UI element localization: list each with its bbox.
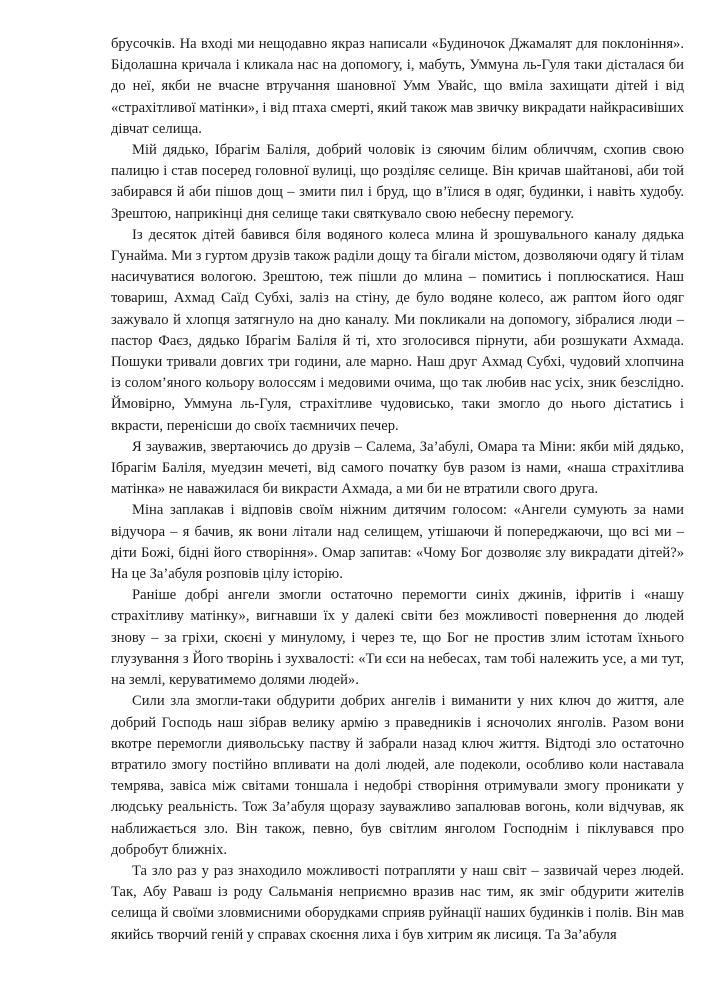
paragraph-2: Мій дядько, Ібрагім Баліля, добрий чоловік із сяючим білим обличчям, схопив свою палицю і став посеред головної вулиці, що розділяє селище. Він кричав шайтанові, аби той забирався й аби пішов дощ – змити пил і бруд, що в’їлися в одяг, будинки, і навіть худобу. Зрештою, наприкінці дня селище таки святкувало свою небесну перемогу. — [111, 142, 684, 222]
paragraph-1: брусочків. На вході ми нещодавно якраз написали «Будиночок Джамалят для поклоніння». Бідолашна кричала і кликала нас на допомогу, і, мабуть, Уммуна ль-Гуля таки дісталася би до неї, якби не вчасне втручання шановної Умм Увайс, що вміла захищати дітей і від «страхітливої матінки», і від птаха смерті, який також мав звичку викрадати найкрасивіших дівчат селища. — [111, 36, 684, 137]
paragraph-8: Та зло раз у раз знаходило можливості потрапляти у наш світ – зазвичай через людей. Так, Абу Раваш із роду Сальманія неприємно вразив нас тим, як зміг обдурити жителів селища й своїми зловмисними оборудками сприяв руйнації наших будинків і полів. Він мав якийсь творчий геній у справах скоєння лиха і був хитрим як лисиця. Та За’абуля — [111, 862, 684, 943]
paragraph-6: Раніше добрі ангели змогли остаточно перемогти синіх джинів, іфритів і «нашу страхітливу матінку», вигнавши їх у далекі світи без можливості повернення до людей знову – за гріхи, скоєні у минулому, і через те, що Бог не простив злим істотам їхнього глузування з Його творінь і зухвалості: «Ти єси на небесах, там тобі належить усе, а ми тут, на землі, керуватимемо долями людей». — [111, 587, 684, 689]
paragraph-4: Я зауважив, звертаючись до друзів – Салема, За’абулі, Омара та Міни: якби мій дядько, Ібрагім Баліля, муедзин мечеті, від самого початку був разом із нами, «наша страхітлива матінка» не наважилася би викрасти Ахмада, а ми би не втратили свого друга. — [111, 438, 684, 498]
paragraph-5: Міна заплакав і відповів своїм ніжним дитячим голосом: «Ангели сумують за нами відучора – я бачив, як вони літали над селищем, утішаючи й попереджаючи, що всі ми – діти Божі, бідні його створіння». Омар запитав: «Чому Бог дозволяє злу викрадати дітей?» На це За’абуля розповів цілу історію. — [111, 502, 684, 583]
document-body — [111, 34, 684, 946]
paragraph-3: Із десяток дітей бавився біля водяного колеса млина й зрошувального каналу дядька Гунайма. Ми з гуртом друзів також раділи дощу та бігали містом, дозволяючи одягу й тілам насичуватися вологою. Зрештою, теж пішли до млина – помитись і поплюскатися. Наш товариш, Ахмад Саїд Субхі, заліз на стіну, де було водяне колесо, аж раптом його одяг зажувало й хлопця затягнуло на дно каналу. Ми покликали на допомогу, зібралися люди – пастор Фаєз, дядько Ібрагім Баліля й ті, хто зголосився пірнути, аби розшукати Ахмада. Пошуки тривали довгих три години, але марно. Наш друг Ахмад Субхі, чудовий хлопчина із солом’яного кольору волоссям і медовими очима, що так любив нас усіх, зник безслідно. Ймовірно, Уммуна ль-Гуля, страхітливе чудовисько, таки змогло до нього дістатись і вкрасти, перенісши до своїх таємничих печер. — [111, 226, 684, 434]
paragraph-7: Сили зла змогли-таки обдурити добрих ангелів і виманити у них ключ до життя, але добрий Господь наш зібрав велику армію з праведників і ясночолих янголів. Разом вони вкотре перемогли диявольську паству й забрали назад ключ життя. Відтоді зло остаточно втратило змогу постійно впливати на долі людей, але подеколи, особливо коли наставала темрява, завіса між світами тоншала і недобрі створіння отримували змогу проникати у людську реальність. Тож За’абуля щоразу зауважливо запалював вогонь, коли відчував, як наближається зло. Він також, певно, був світлим янголом Господнім і піклувався про добробут ближніх. — [111, 693, 684, 858]
